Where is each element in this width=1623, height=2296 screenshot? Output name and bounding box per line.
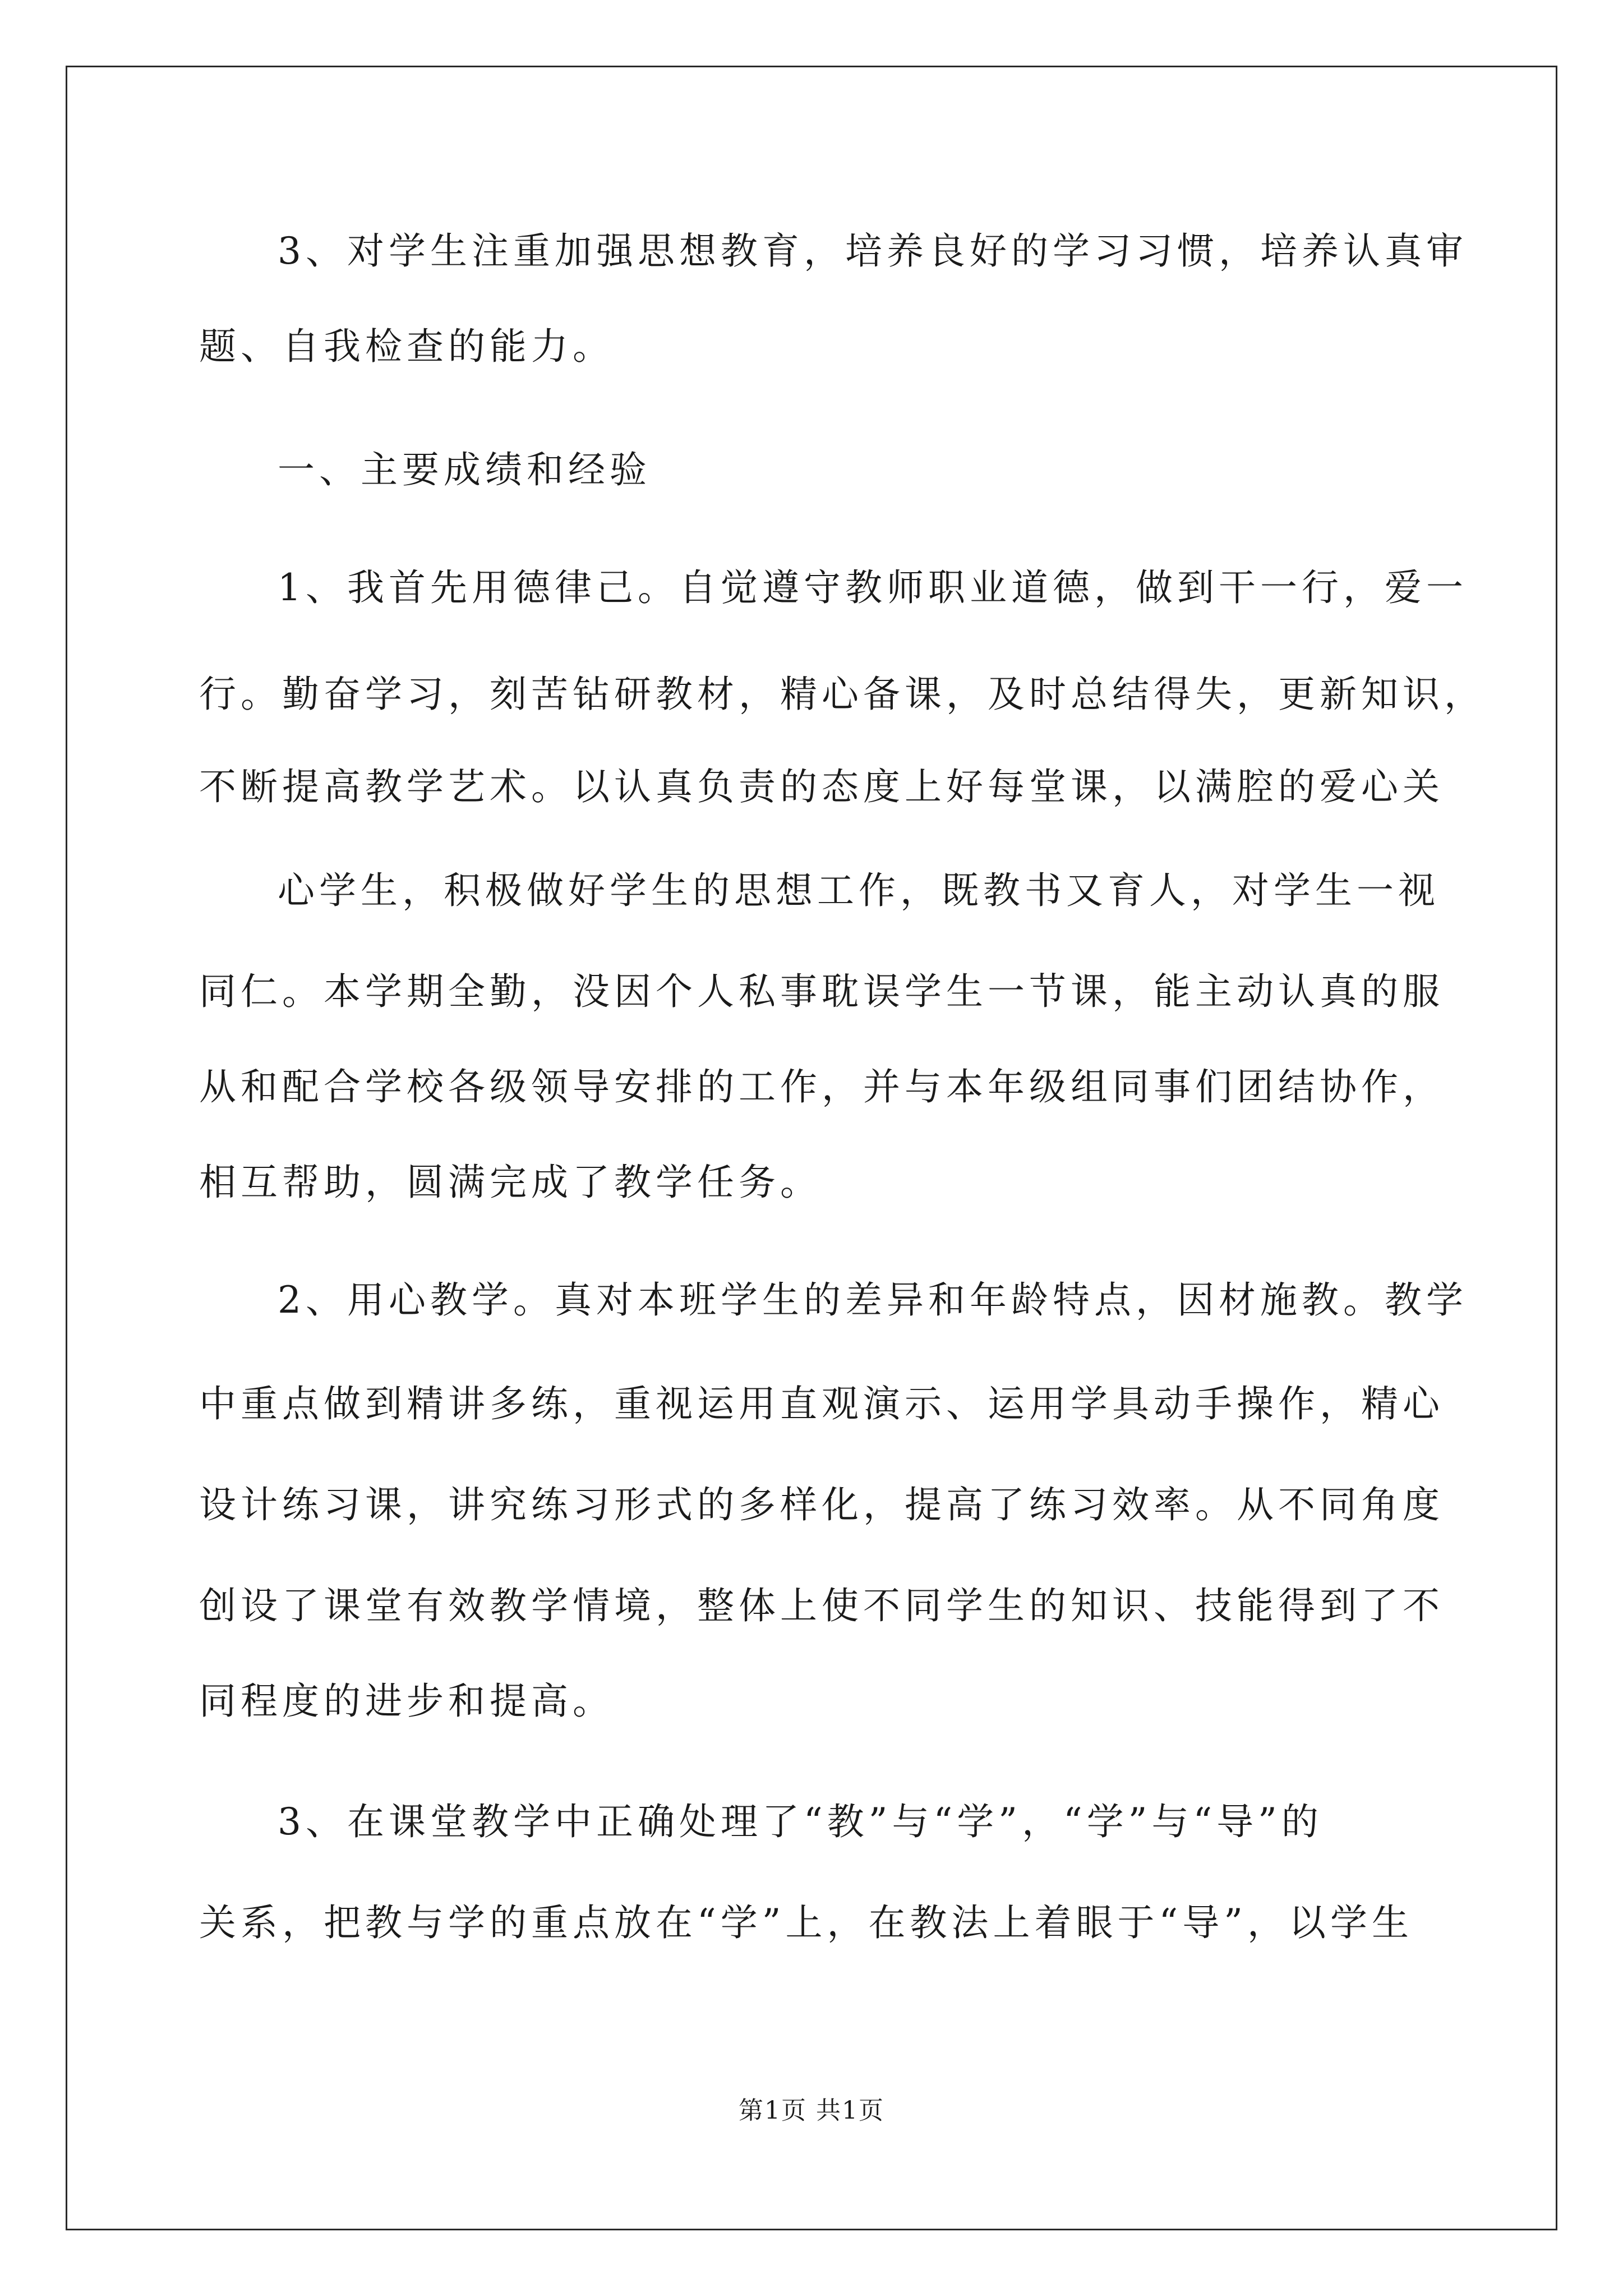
text-line: 行。勤奋学习，刻苦钻研教材，精心备课，及时总结得失，更新知识， xyxy=(199,673,1486,716)
text-line: 中重点做到精讲多练，重视运用直观演示、运用学具动手操作，精心 xyxy=(199,1382,1444,1425)
text-line: 不断提高教学艺术。以认真负责的态度上好每堂课，以满腔的爱心关 xyxy=(199,765,1444,808)
text-line: 相互帮助，圆满完成了教学任务。 xyxy=(199,1161,822,1204)
text-line: 创设了课堂有效教学情境，整体上使不同学生的知识、技能得到了不 xyxy=(199,1584,1444,1627)
text-line: 1、我首先用德律己。自觉遵守教师职业道德，做到干一行，爱一 xyxy=(278,566,1468,609)
section-heading: 一、主要成绩和经验 xyxy=(278,448,651,491)
text-line: 心学生，积极做好学生的思想工作，既教书又育人，对学生一视 xyxy=(278,869,1440,912)
text-line: 同程度的进步和提高。 xyxy=(199,1680,614,1723)
text-line: 2、用心教学。真对本班学生的差异和年龄特点，因材施教。教学 xyxy=(278,1278,1468,1322)
page-number-footer: 第1页 共1页 xyxy=(739,2096,884,2125)
text-line: 3、对学生注重加强思想教育，培养良好的学习习惯，培养认真审 xyxy=(278,229,1468,273)
text-line: 3、在课堂教学中正确处理了“教”与“学”，“学”与“导”的 xyxy=(278,1800,1323,1843)
text-line: 同仁。本学期全勤，没因个人私事耽误学生一节课，能主动认真的服 xyxy=(199,970,1444,1013)
text-line: 设计练习课，讲究练习形式的多样化，提高了练习效率。从不同角度 xyxy=(199,1483,1444,1526)
text-line: 从和配合学校各级领导安排的工作，并与本年级组同事们团结协作， xyxy=(199,1065,1444,1108)
text-line: 关系，把教与学的重点放在“学”上，在教法上着眼于“导”，以学生 xyxy=(199,1901,1413,1944)
text-line: 题、自我检查的能力。 xyxy=(199,325,614,368)
